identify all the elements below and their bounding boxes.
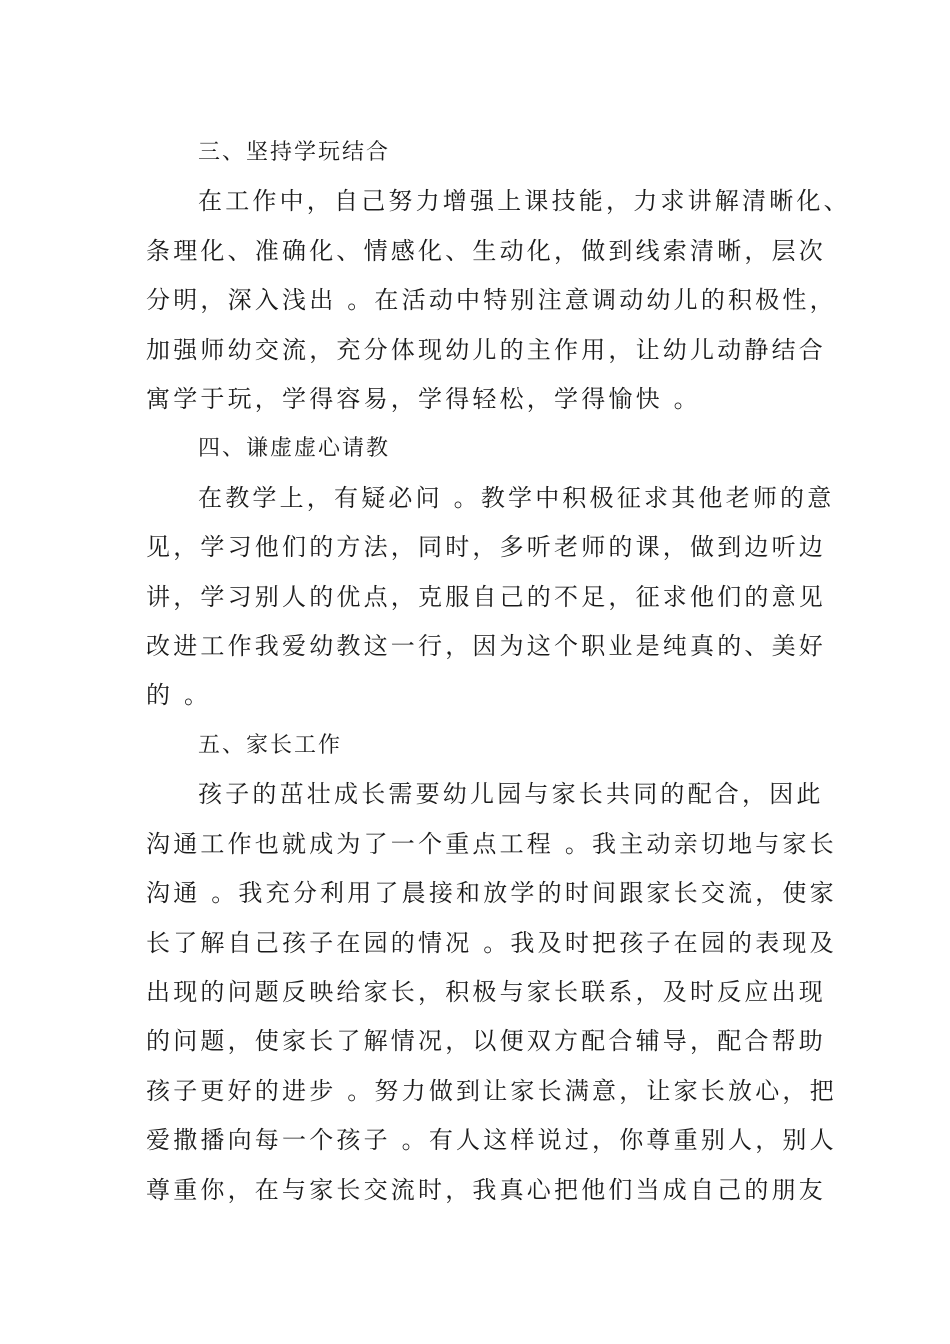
text-line: 尊重你，在与家长交流时，我真心把他们当成自己的朋友 (146, 1175, 826, 1204)
text-line: 改进工作我爱幼教这一行，因为这个职业是纯真的、美好 (146, 632, 826, 661)
text-line: 在工作中，自己努力增强上课技能，力求讲解清晰化、 (198, 187, 851, 216)
text-line: 条理化、准确化、情感化、生动化，做到线索清晰，层次 (146, 236, 826, 265)
text-line: 见，学习他们的方法，同时，多听老师的课，做到边听边 (146, 533, 826, 562)
text-line: 的问题，使家长了解情况，以便双方配合辅导，配合帮助 (146, 1027, 826, 1056)
section-paragraph-5 (146, 770, 837, 1215)
text-line: 孩子更好的进步 。努力做到让家长满意，让家长放心，把 (146, 1076, 837, 1105)
text-line: 讲，学习别人的优点，克服自己的不足，征求他们的意见 (146, 582, 826, 611)
text-line: 出现的问题反映给家长，积极与家长联系，及时反应出现 (146, 977, 826, 1006)
document-body (146, 128, 851, 1215)
text-line: 的 。 (146, 681, 212, 710)
text-line: 沟通工作也就成为了一个重点工程 。我主动亲切地与家长 (146, 829, 837, 858)
text-line: 加强师幼交流，充分体现幼儿的主作用，让幼儿动静结合 (146, 335, 826, 364)
section-heading-4: 四、谦虚虚心请教 (198, 436, 391, 462)
text-line: 在教学上，有疑必问 。教学中积极征求其他老师的意 (198, 483, 835, 512)
section-paragraph-4 (146, 474, 835, 721)
section-paragraph-3 (146, 177, 851, 424)
section-heading-5: 五、家长工作 (198, 732, 343, 758)
section-heading-3: 三、坚持学玩结合 (198, 140, 391, 165)
text-line: 爱撒播向每一个孩子 。有人这样说过，你尊重别人，别人 (146, 1126, 837, 1155)
text-line: 沟通 。我充分利用了晨接和放学的时间跟家长交流，使家 (146, 879, 837, 908)
text-line: 分明，深入浅出 。在活动中特别注意调动幼儿的积极性， (146, 286, 837, 315)
text-line: 寓学于玩，学得容易，学得轻松，学得愉快 。 (146, 385, 701, 414)
text-line: 长了解自己孩子在园的情况 。我及时把孩子在园的表现及 (146, 928, 837, 957)
text-line: 孩子的茁壮成长需要幼儿园与家长共同的配合，因此 (198, 780, 824, 809)
